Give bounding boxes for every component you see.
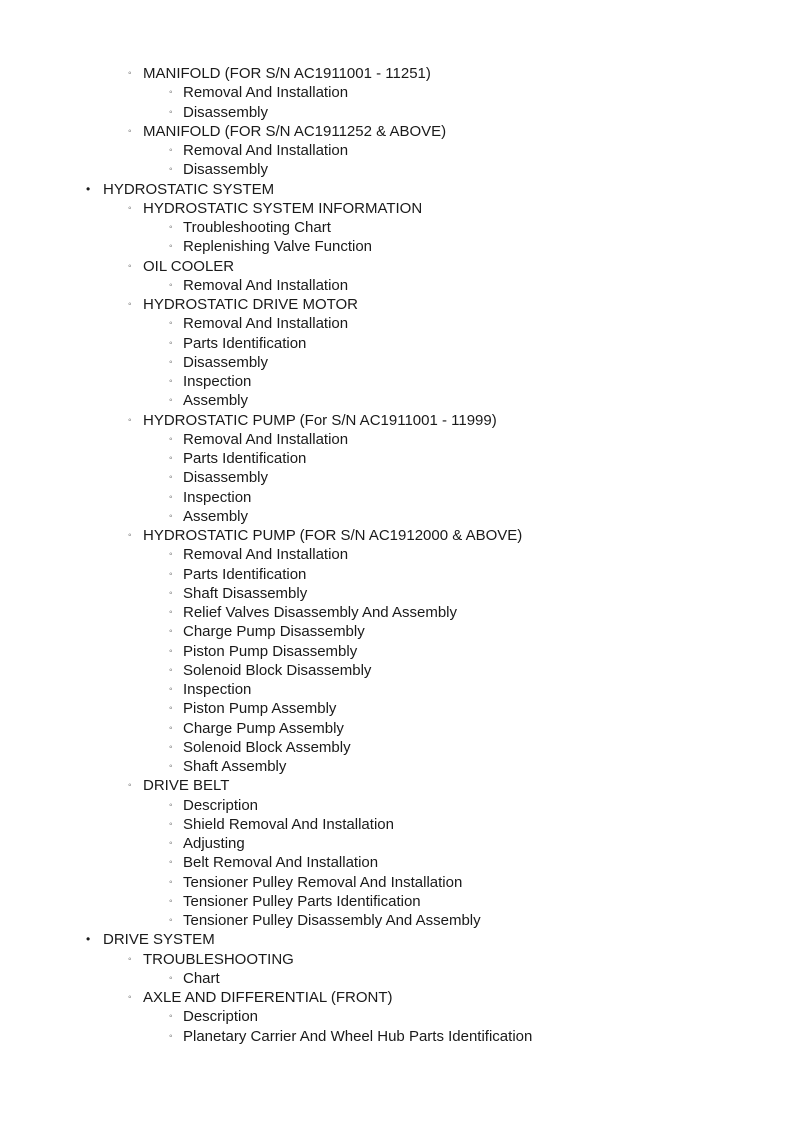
- hollow-bullet-icon: ◦: [169, 549, 173, 561]
- toc-entry-label: Disassembly: [183, 161, 269, 179]
- toc-entry-label: Inspection: [183, 681, 252, 698]
- toc-entry-label: Shaft Disassembly: [183, 584, 308, 602]
- toc-entry-level-3[interactable]: [0, 237, 794, 256]
- toc-entry-label: Parts Identification: [183, 450, 307, 467]
- toc-entry-level-2[interactable]: [0, 199, 794, 218]
- hollow-bullet-icon: ◦: [169, 510, 173, 522]
- toc-entry-label: Disassembly: [183, 103, 269, 121]
- toc-entry-level-3[interactable]: [0, 565, 794, 584]
- toc-entry-level-3[interactable]: [0, 103, 794, 122]
- toc-entry-level-3[interactable]: [0, 642, 794, 661]
- hollow-bullet-icon: ◦: [169, 356, 173, 368]
- toc-entry-level-3[interactable]: [0, 834, 794, 853]
- hollow-bullet-icon: ◦: [169, 703, 173, 715]
- hollow-bullet-icon: ◦: [128, 299, 132, 310]
- hollow-bullet-icon: ◦: [169, 433, 173, 445]
- hollow-bullet-icon: ◦: [169, 895, 173, 907]
- toc-entry-label: Removal And Installation: [183, 430, 349, 448]
- hollow-bullet-icon: ◦: [128, 260, 132, 272]
- hollow-bullet-icon: ◦: [128, 202, 132, 214]
- toc-entry-level-3[interactable]: [0, 545, 794, 564]
- hollow-bullet-icon: ◦: [169, 915, 173, 926]
- toc-entry-level-2[interactable]: [0, 295, 794, 314]
- toc-entry-label: HYDROSTATIC PUMP (For S/N AC1911001 - 11999): [143, 411, 497, 429]
- toc-entry-level-3[interactable]: [0, 661, 794, 680]
- toc-entry-label: Solenoid Block Assembly: [183, 738, 351, 756]
- hollow-bullet-icon: ◦: [128, 125, 132, 137]
- hollow-bullet-icon: ◦: [169, 145, 173, 156]
- toc-entry-label: Removal And Installation: [183, 315, 349, 333]
- toc-entry-label: MANIFOLD (FOR S/N AC1911001 - 11251): [143, 65, 431, 82]
- toc-entry-label: Inspection: [183, 373, 252, 390]
- toc-entry-label: Removal And Installation: [183, 546, 349, 564]
- hollow-bullet-icon: ◦: [169, 972, 173, 984]
- toc-entry-label: Solenoid Block Disassembly: [183, 661, 372, 679]
- toc-entry-level-1[interactable]: [0, 930, 794, 949]
- toc-entry-level-3[interactable]: [0, 488, 794, 507]
- table-of-contents: [0, 64, 794, 1046]
- toc-entry-level-3[interactable]: [0, 430, 794, 449]
- toc-entry-level-2[interactable]: [0, 776, 794, 795]
- filled-bullet-icon: •: [86, 932, 91, 947]
- toc-entry-label: Adjusting: [183, 835, 245, 852]
- toc-entry-level-3[interactable]: [0, 314, 794, 333]
- toc-entry-level-3[interactable]: [0, 757, 794, 776]
- toc-entry-level-3[interactable]: [0, 468, 794, 487]
- toc-entry-level-3[interactable]: [0, 353, 794, 372]
- toc-entry-level-3[interactable]: [0, 815, 794, 834]
- toc-entry-label: Piston Pump Disassembly: [183, 642, 358, 660]
- toc-entry-label: Disassembly: [183, 469, 269, 487]
- toc-entry-label: HYDROSTATIC SYSTEM INFORMATION: [143, 199, 423, 217]
- hollow-bullet-icon: ◦: [169, 241, 173, 253]
- toc-entry-level-2[interactable]: [0, 988, 794, 1007]
- toc-entry-label: Removal And Installation: [183, 142, 349, 159]
- hollow-bullet-icon: ◦: [169, 799, 173, 811]
- toc-entry-label: Tensioner Pulley Parts Identification: [183, 892, 421, 910]
- toc-entry-level-2[interactable]: [0, 411, 794, 430]
- toc-entry-level-3[interactable]: [0, 719, 794, 738]
- toc-entry-level-3[interactable]: [0, 796, 794, 815]
- toc-entry-label: Tensioner Pulley Removal And Installation: [183, 873, 463, 891]
- toc-entry-label: Description: [183, 796, 259, 814]
- toc-entry-label: MANIFOLD (FOR S/N AC1911252 & ABOVE): [143, 122, 447, 140]
- toc-entry-level-3[interactable]: [0, 738, 794, 757]
- hollow-bullet-icon: ◦: [169, 857, 173, 869]
- hollow-bullet-icon: ◦: [169, 838, 173, 849]
- toc-entry-label: Parts Identification: [183, 565, 307, 583]
- toc-entry-level-3[interactable]: [0, 892, 794, 911]
- toc-entry-label: Chart: [183, 969, 220, 987]
- toc-entry-label: Shaft Assembly: [183, 758, 287, 775]
- hollow-bullet-icon: ◦: [169, 664, 173, 676]
- hollow-bullet-icon: ◦: [169, 876, 173, 888]
- toc-entry-level-3[interactable]: [0, 699, 794, 718]
- hollow-bullet-icon: ◦: [169, 684, 173, 695]
- hollow-bullet-icon: ◦: [169, 607, 173, 618]
- toc-entry-label: HYDROSTATIC DRIVE MOTOR: [143, 296, 359, 313]
- hollow-bullet-icon: ◦: [169, 472, 173, 484]
- toc-entry-label: HYDROSTATIC SYSTEM: [103, 180, 275, 198]
- toc-entry-level-3[interactable]: [0, 276, 794, 295]
- toc-entry-label: Removal And Installation: [183, 84, 349, 102]
- toc-entry-label: Charge Pump Disassembly: [183, 623, 365, 641]
- toc-entry-label: Planetary Carrier And Wheel Hub Parts Identification: [183, 1027, 533, 1045]
- hollow-bullet-icon: ◦: [169, 741, 173, 753]
- hollow-bullet-icon: ◦: [169, 1030, 173, 1042]
- hollow-bullet-icon: ◦: [169, 222, 173, 233]
- hollow-bullet-icon: ◦: [169, 568, 173, 580]
- hollow-bullet-icon: ◦: [128, 953, 132, 965]
- toc-entry-level-3[interactable]: [0, 622, 794, 641]
- hollow-bullet-icon: ◦: [169, 376, 173, 387]
- toc-entry-level-2[interactable]: [0, 950, 794, 969]
- toc-entry-level-3[interactable]: [0, 372, 794, 391]
- hollow-bullet-icon: ◦: [128, 780, 132, 792]
- filled-bullet-icon: •: [86, 181, 91, 196]
- toc-entry-level-3[interactable]: [0, 911, 794, 930]
- hollow-bullet-icon: ◦: [169, 1011, 173, 1023]
- toc-entry-label: HYDROSTATIC PUMP (FOR S/N AC1912000 & ABOVE): [143, 527, 523, 544]
- toc-entry-level-3[interactable]: [0, 1027, 794, 1046]
- toc-entry-label: Tensioner Pulley Disassembly And Assembly: [183, 912, 481, 929]
- toc-entry-level-2[interactable]: [0, 526, 794, 545]
- toc-entry-label: Assembly: [183, 392, 249, 410]
- toc-entry-label: Description: [183, 1008, 259, 1026]
- toc-entry-level-3[interactable]: [0, 507, 794, 526]
- toc-entry-level-3[interactable]: [0, 218, 794, 237]
- toc-entry-level-3[interactable]: [0, 873, 794, 892]
- toc-entry-level-3[interactable]: [0, 969, 794, 988]
- toc-entry-level-1[interactable]: [0, 180, 794, 199]
- hollow-bullet-icon: ◦: [128, 414, 132, 426]
- toc-entry-label: Belt Removal And Installation: [183, 854, 379, 872]
- hollow-bullet-icon: ◦: [169, 395, 173, 407]
- toc-entry-level-3[interactable]: [0, 83, 794, 102]
- toc-entry-level-3[interactable]: [0, 160, 794, 179]
- hollow-bullet-icon: ◦: [169, 453, 173, 464]
- toc-entry-level-3[interactable]: [0, 584, 794, 603]
- toc-entry-label: Troubleshooting Chart: [183, 219, 331, 236]
- hollow-bullet-icon: ◦: [128, 68, 132, 79]
- toc-entry-label: Disassembly: [183, 353, 269, 371]
- toc-entry-label: Piston Pump Assembly: [183, 700, 337, 718]
- hollow-bullet-icon: ◦: [128, 530, 132, 541]
- toc-entry-label: Relief Valves Disassembly And Assembly: [183, 604, 457, 621]
- hollow-bullet-icon: ◦: [169, 106, 173, 118]
- toc-entry-level-2[interactable]: [0, 64, 794, 83]
- toc-entry-level-2[interactable]: [0, 122, 794, 141]
- toc-entry-level-3[interactable]: [0, 334, 794, 353]
- hollow-bullet-icon: ◦: [169, 318, 173, 330]
- hollow-bullet-icon: ◦: [169, 164, 173, 176]
- toc-entry-level-3[interactable]: [0, 141, 794, 160]
- hollow-bullet-icon: ◦: [169, 626, 173, 638]
- hollow-bullet-icon: ◦: [169, 491, 173, 503]
- hollow-bullet-icon: ◦: [169, 337, 173, 349]
- hollow-bullet-icon: ◦: [169, 818, 173, 830]
- toc-entry-level-3[interactable]: [0, 853, 794, 872]
- toc-entry-label: Parts Identification: [183, 334, 307, 352]
- toc-entry-label: Removal And Installation: [183, 276, 349, 294]
- toc-entry-level-2[interactable]: [0, 257, 794, 276]
- toc-entry-level-3[interactable]: [0, 449, 794, 468]
- hollow-bullet-icon: ◦: [169, 587, 173, 599]
- toc-entry-label: AXLE AND DIFFERENTIAL (FRONT): [143, 989, 393, 1006]
- toc-entry-label: DRIVE BELT: [143, 777, 230, 795]
- hollow-bullet-icon: ◦: [169, 761, 173, 772]
- toc-entry-label: Charge Pump Assembly: [183, 719, 344, 737]
- toc-entry-level-3[interactable]: [0, 391, 794, 410]
- toc-entry-label: TROUBLESHOOTING: [143, 950, 294, 968]
- toc-entry-label: Inspection: [183, 488, 252, 506]
- hollow-bullet-icon: ◦: [169, 722, 173, 734]
- toc-entry-level-3[interactable]: [0, 603, 794, 622]
- toc-entry-label: Shield Removal And Installation: [183, 815, 394, 833]
- toc-entry-level-3[interactable]: [0, 680, 794, 699]
- hollow-bullet-icon: ◦: [169, 87, 173, 99]
- toc-entry-label: OIL COOLER: [143, 257, 235, 275]
- toc-entry-label: Assembly: [183, 507, 249, 525]
- hollow-bullet-icon: ◦: [169, 279, 173, 291]
- hollow-bullet-icon: ◦: [169, 645, 173, 657]
- hollow-bullet-icon: ◦: [128, 992, 132, 1003]
- toc-entry-label: DRIVE SYSTEM: [103, 931, 215, 949]
- toc-entry-label: Replenishing Valve Function: [183, 238, 373, 256]
- toc-entry-level-3[interactable]: [0, 1007, 794, 1026]
